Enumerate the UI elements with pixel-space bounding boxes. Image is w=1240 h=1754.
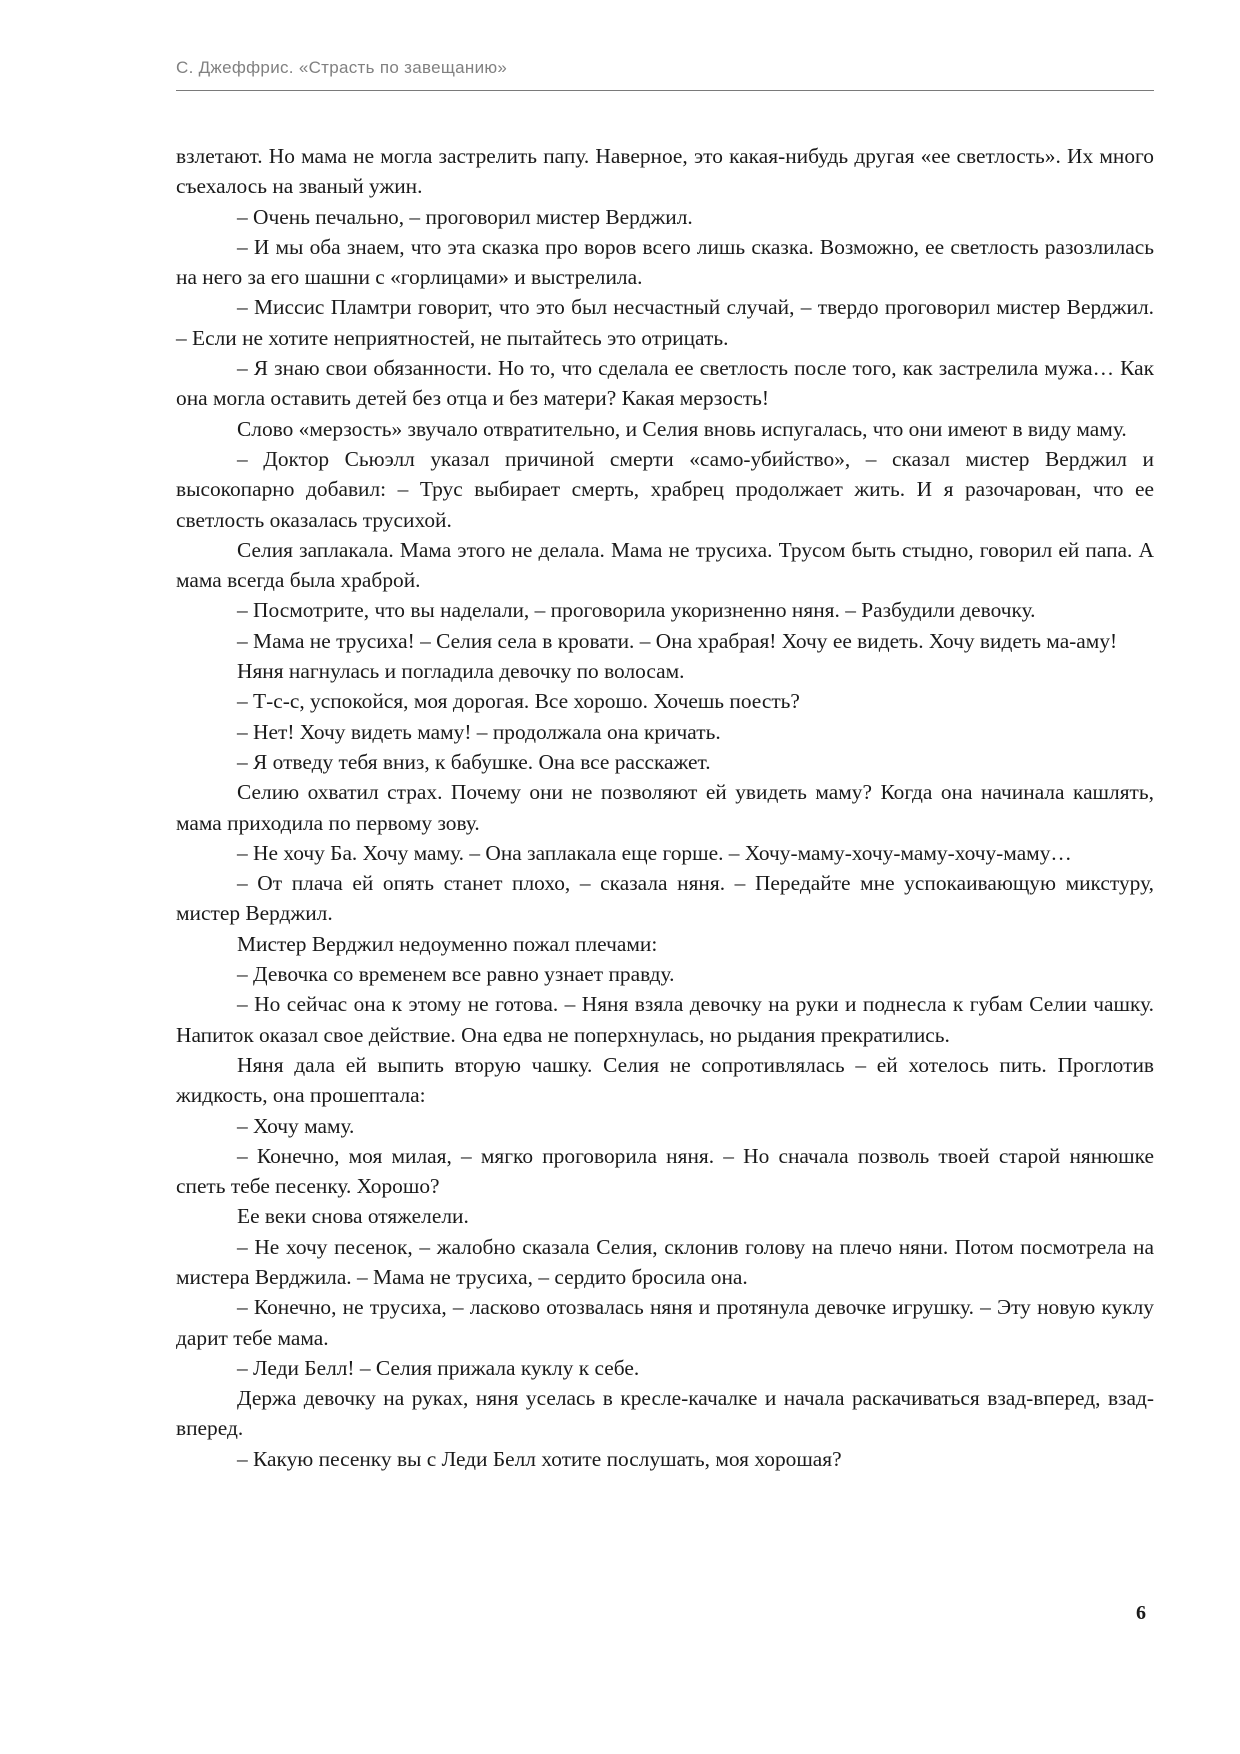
- paragraph: Няня нагнулась и погладила девочку по волосам.: [237, 659, 685, 684]
- running-header: [176, 56, 1154, 91]
- paragraph: Селию охватил страх. Почему они не позволяют ей увидеть маму? Когда она начинала кашлять, мама приходила по первому зову.: [176, 780, 1154, 835]
- paragraph: – Доктор Сьюэлл указал причиной смерти «само-убийство», – сказал мистер Верджил и высокопарно добавил: – Трус выбирает смерть, храбрец продолжает жить. И я разочарован, что ее светлость оказалась трусихой.: [176, 446, 1154, 532]
- paragraph: – Леди Белл! – Селия прижала куклу к себе.: [237, 1355, 640, 1380]
- running-title: С. Джеффрис. «Страсть по завещанию»: [176, 58, 508, 77]
- paragraph: – Не хочу Ба. Хочу маму. – Она заплакала еще горше. – Хочу-маму-хочу-маму-хочу-маму…: [237, 840, 1072, 865]
- paragraph: Мистер Верджил недоуменно пожал плечами:: [237, 931, 658, 956]
- paragraph: – Но сейчас она к этому не готова. – Няня взяла девочку на руки и поднесла к губам Селии чашку. Напиток оказал свое действие. Она едва не поперхнулась, но рыдания прекратились.: [176, 992, 1154, 1047]
- paragraph: Держа девочку на руках, няня уселась в кресле-качалке и начала раскачиваться взад-вперед, взад-вперед.: [176, 1386, 1154, 1441]
- paragraph: – Миссис Пламтри говорит, что это был несчастный случай, – твердо проговорил мистер Верджил. – Если не хотите неприятностей, не пытайтесь это отрицать.: [176, 295, 1154, 350]
- paragraph: – Девочка со временем все равно узнает правду.: [237, 962, 675, 987]
- paragraph: – Какую песенку вы с Леди Белл хотите послушать, моя хорошая?: [237, 1446, 842, 1471]
- paragraph: – Конечно, не трусиха, – ласково отозвалась няня и протянула девочке игрушку. – Эту новую куклу дарит тебе мама.: [176, 1295, 1154, 1350]
- page-number: 6: [1136, 1602, 1146, 1624]
- paragraph: – Конечно, моя милая, – мягко проговорила няня. – Но сначала позволь твоей старой нянюшке спеть тебе песенку. Хорошо?: [176, 1143, 1154, 1199]
- paragraph: Ее веки снова отяжелели.: [237, 1204, 469, 1229]
- paragraph: – Я отведу тебя вниз, к бабушке. Она все расскажет.: [237, 749, 711, 774]
- paragraph: – И мы оба знаем, что эта сказка про воров всего лишь сказка. Возможно, ее светлость разозлилась на него за его шашни с «горлицами» и выстрелила.: [176, 234, 1154, 290]
- paragraph: взлетают. Но мама не могла застрелить папу. Наверное, это какая-нибудь другая «ее светлость». Их много съехалось на званый ужин.: [176, 144, 1154, 199]
- paragraph: – От плача ей опять станет плохо, – сказала няня. – Передайте мне успокаивающую микстуру, мистер Верджил.: [176, 871, 1154, 926]
- paragraph: Няня дала ей выпить вторую чашку. Селия не сопротивлялась – ей хотелось пить. Проглотив жидкость, она прошептала:: [176, 1052, 1154, 1108]
- paragraph: – Хочу маму.: [237, 1113, 355, 1138]
- paragraph: – Мама не трусиха! – Селия села в кровати. – Она храбрая! Хочу ее видеть. Хочу видеть ма-аму!: [237, 628, 1118, 653]
- paragraph: Слово «мерзость» звучало отвратительно, и Селия вновь испугалась, что они имеют в виду маму.: [237, 416, 1127, 441]
- paragraph: – Очень печально, – проговорил мистер Верджил.: [237, 204, 693, 229]
- paragraph: Селия заплакала. Мама этого не делала. Мама не трусиха. Трусом быть стыдно, говорил ей папа. А мама всегда была храброй.: [176, 537, 1154, 593]
- paragraph: – Я знаю свои обязанности. Но то, что сделала ее светлость после того, как застрелила мужа… Как она могла оставить детей без отца и без матери? Какая мерзость!: [176, 356, 1154, 411]
- paragraph: – Нет! Хочу видеть маму! – продолжала она кричать.: [237, 719, 721, 744]
- paragraph: – Не хочу песенок, – жалобно сказала Селия, склонив голову на плечо няни. Потом посмотрела на мистера Верджила. – Мама не трусиха, – сердито бросила она.: [176, 1234, 1154, 1289]
- paragraph: – Посмотрите, что вы наделали, – проговорила укоризненно няня. – Разбудили девочку.: [237, 598, 1036, 623]
- page-body: [176, 141, 1154, 1474]
- paragraph: – Т-с-с, успокойся, моя дорогая. Все хорошо. Хочешь поесть?: [237, 689, 800, 714]
